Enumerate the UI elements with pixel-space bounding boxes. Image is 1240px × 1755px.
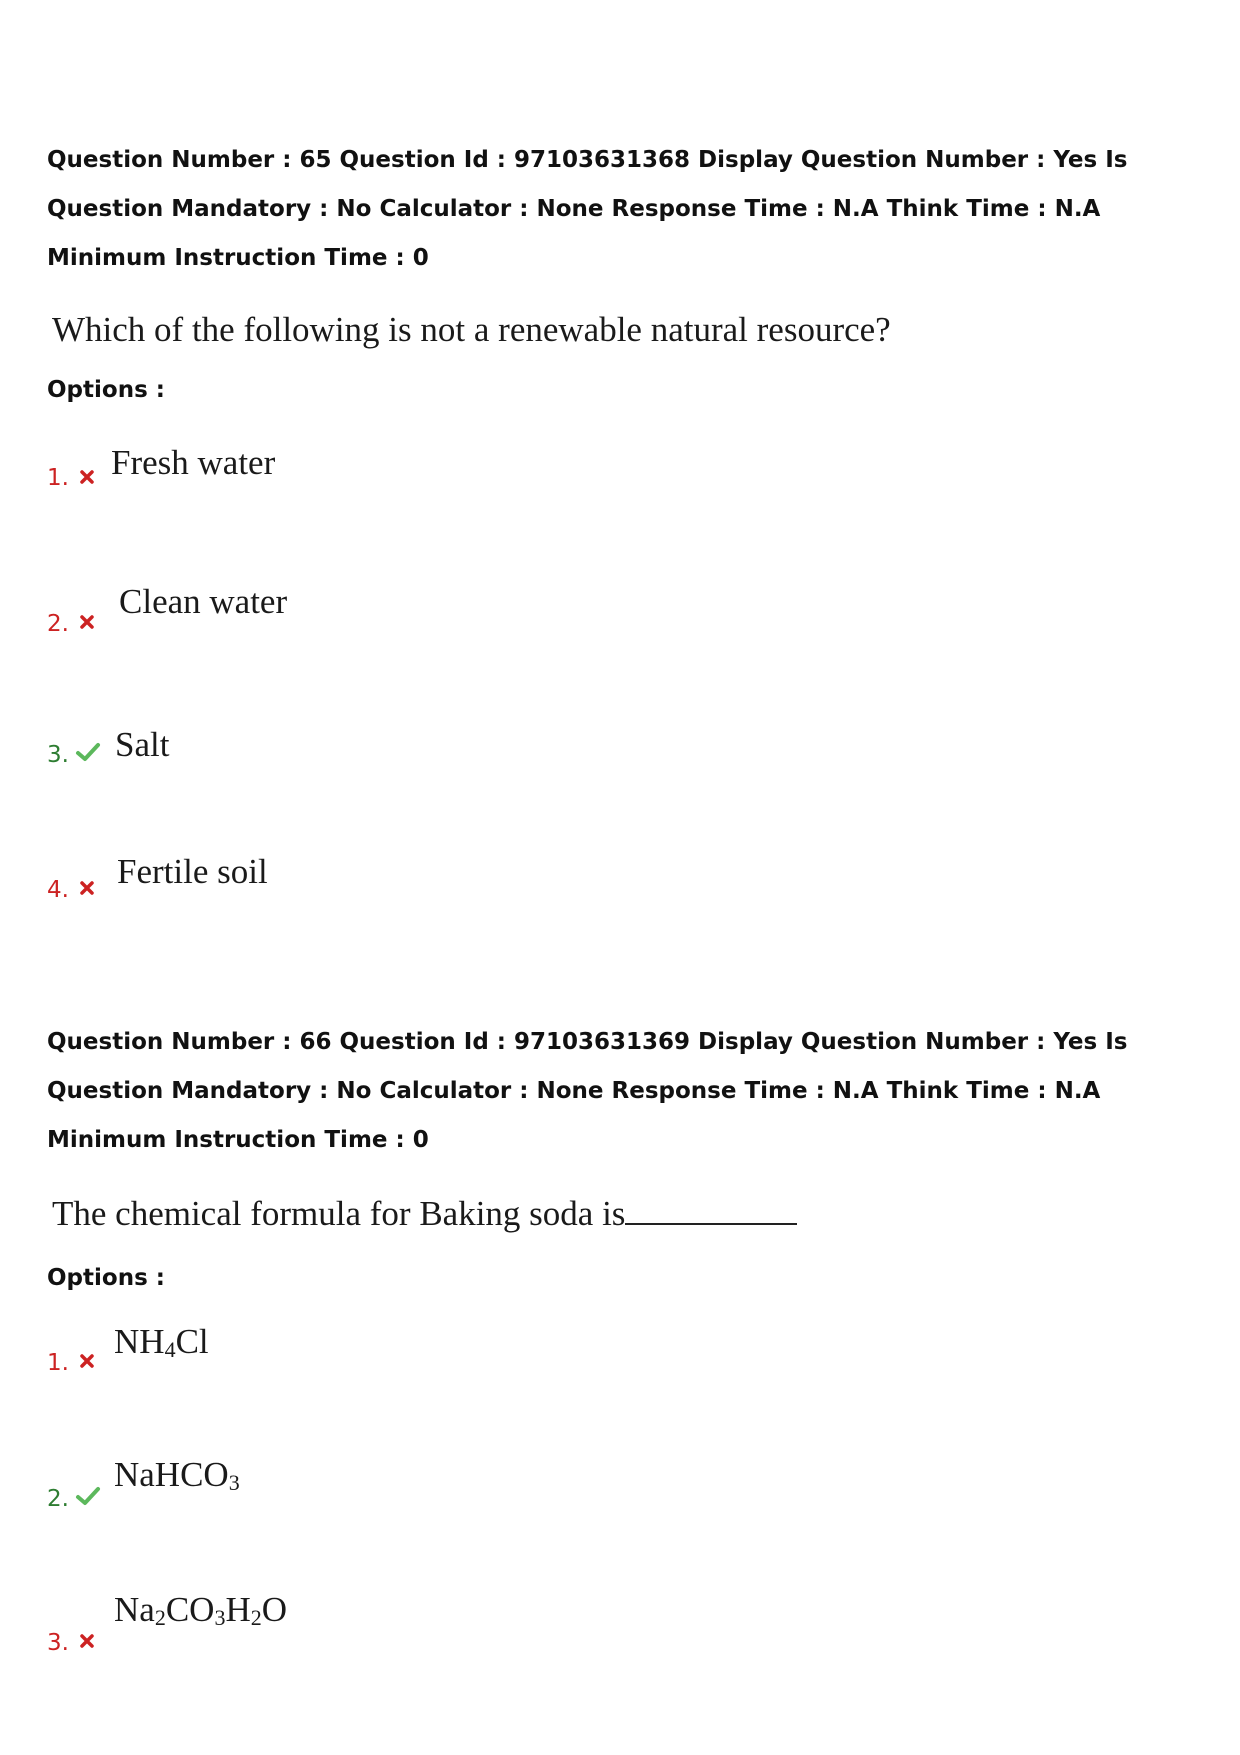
answer-blank [625, 1191, 797, 1225]
cross-icon [78, 1632, 96, 1650]
option-number: 4. [47, 877, 69, 903]
check-icon [75, 742, 101, 762]
option-text: Clean water [119, 582, 288, 621]
question-meta: Question Number : 66 Question Id : 97103631369 Display Question Number : Yes Is Question Mandatory : No Calculator : None Response Time : N.A Think Time : N.A Minimum Instruction Time : 0 [47, 1029, 1128, 1153]
option-number: 3. [47, 1630, 69, 1656]
options-label: Options : [47, 1265, 165, 1291]
cross-icon [78, 879, 96, 897]
question-meta: Question Number : 65 Question Id : 97103631368 Display Question Number : Yes Is Question Mandatory : No Calculator : None Response Time : N.A Think Time : N.A Minimum Instruction Time : 0 [47, 147, 1128, 271]
question-text-content: The chemical formula for Baking soda is [52, 1194, 626, 1233]
option-number: 1. [47, 465, 69, 491]
cross-icon [78, 1352, 96, 1370]
options-label: Options : [47, 377, 165, 403]
cross-icon [78, 613, 96, 631]
question-text [52, 1191, 797, 1234]
option-number: 1. [47, 1350, 69, 1376]
cross-icon [78, 468, 96, 486]
option-text: Fertile soil [117, 852, 268, 891]
option-text: Salt [115, 725, 170, 764]
option-number: 3. [47, 742, 69, 768]
option-text: Fresh water [111, 443, 276, 482]
option-text-formula: NaHCO$_3$ [114, 1455, 240, 1495]
option-number: 2. [47, 611, 69, 637]
option-text-formula: $Na_2CO_3H_2O$ [114, 1590, 287, 1630]
question-text: Which of the following is not a renewable natural resource? [52, 310, 891, 349]
check-icon [75, 1486, 101, 1506]
option-text-formula: $NH_4Cl$ [114, 1322, 209, 1362]
option-number: 2. [47, 1486, 69, 1512]
